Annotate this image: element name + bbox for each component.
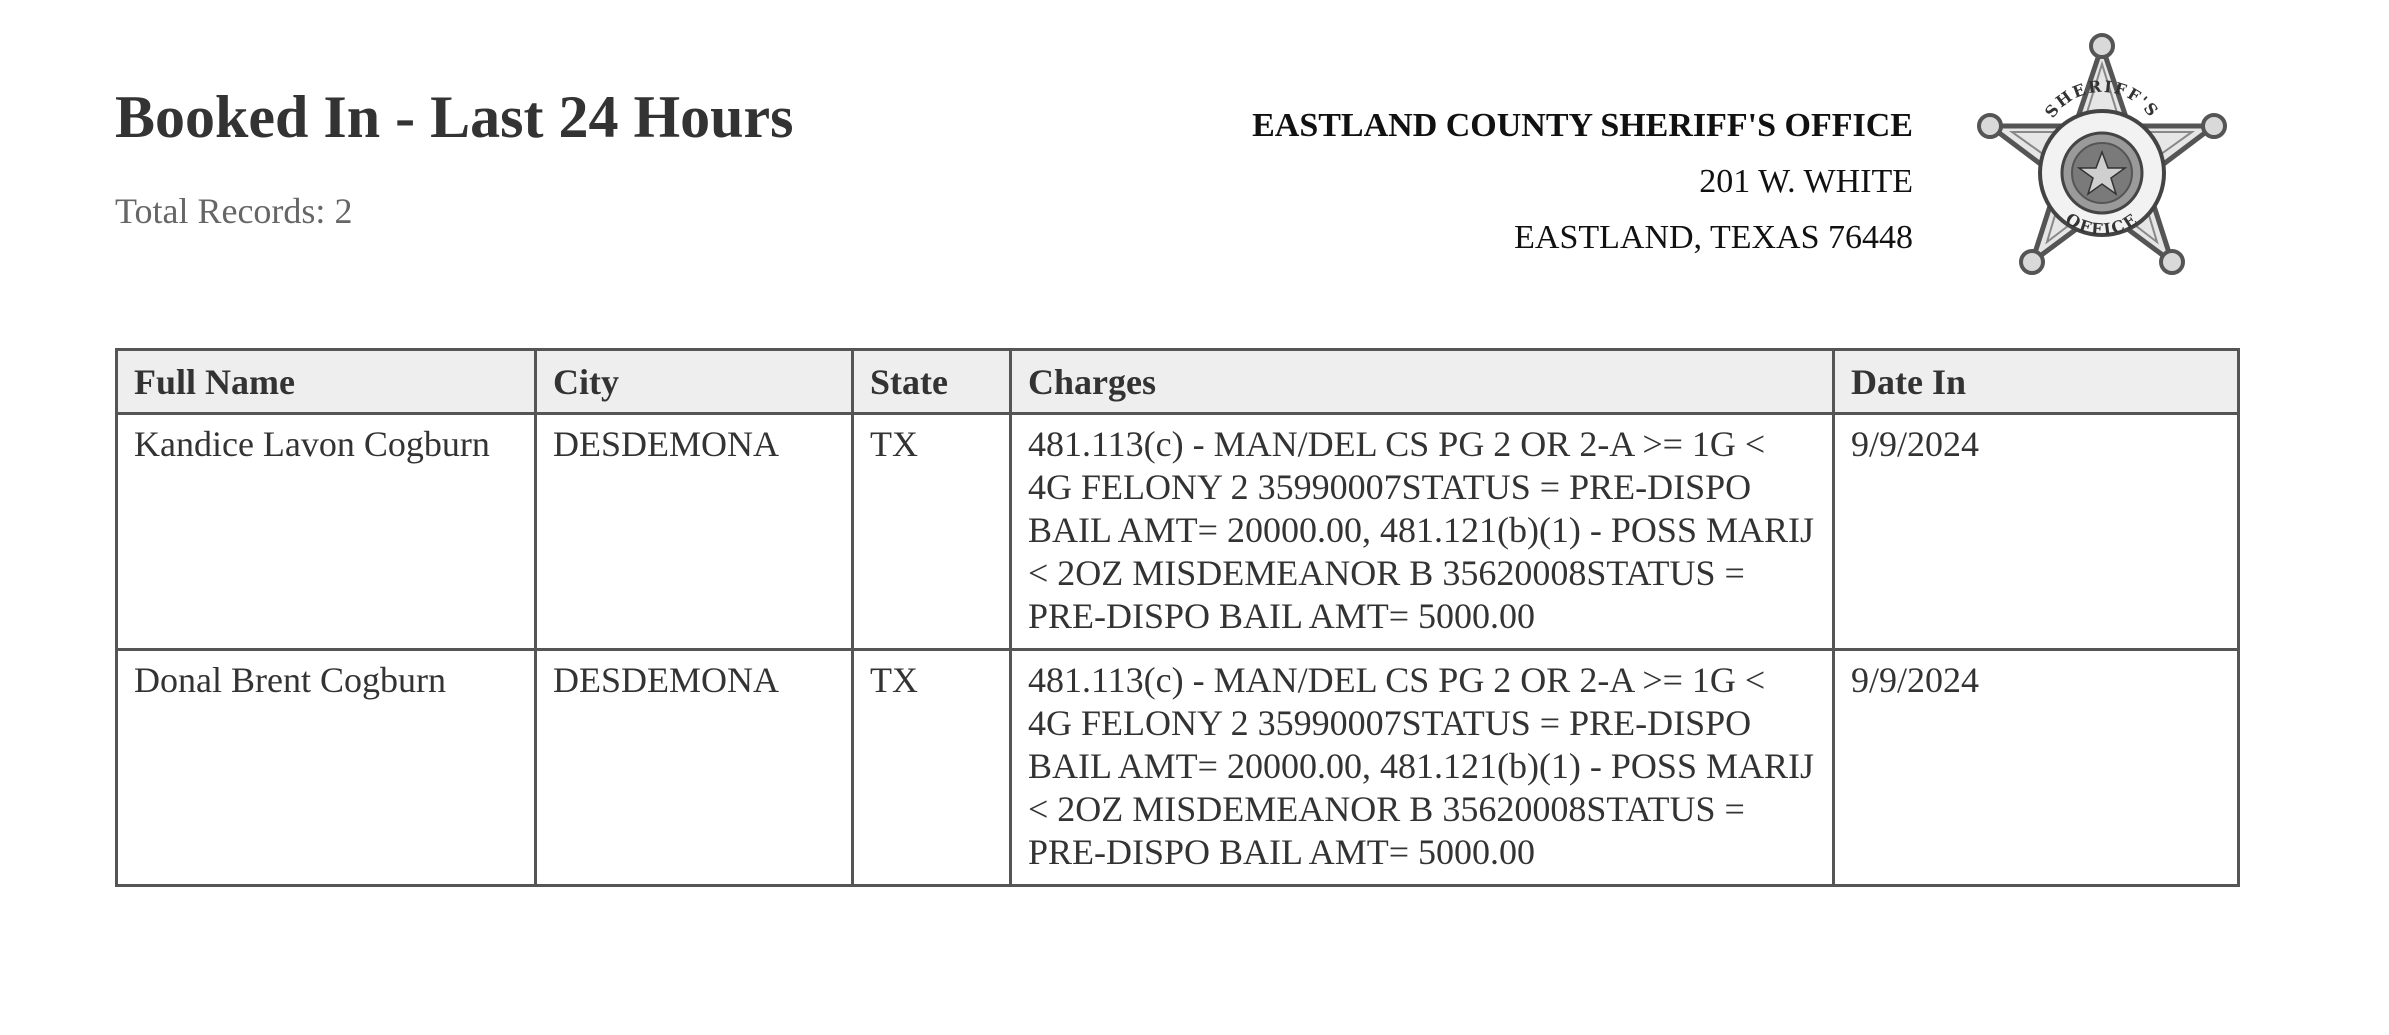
column-header-date-in: Date In bbox=[1834, 350, 2239, 414]
bookings-table bbox=[115, 348, 2240, 887]
cell-state: TX bbox=[853, 650, 1011, 886]
badge-top-text: SHERIFF'S bbox=[2040, 76, 2164, 122]
office-header bbox=[1252, 98, 1913, 266]
table-row bbox=[117, 414, 2239, 650]
cell-full-name: Donal Brent Cogburn bbox=[117, 650, 536, 886]
office-address-line2: EASTLAND, TEXAS 76448 bbox=[1514, 219, 1913, 256]
cell-full-name: Kandice Lavon Cogburn bbox=[117, 414, 536, 650]
table-row bbox=[117, 650, 2239, 886]
column-header-city: City bbox=[536, 350, 853, 414]
table-header-row bbox=[117, 350, 2239, 414]
sheriff-star-badge-icon bbox=[1952, 28, 2252, 308]
column-header-full-name: Full Name bbox=[117, 350, 536, 414]
cell-city: DESDEMONA bbox=[536, 650, 853, 886]
column-header-charges: Charges bbox=[1011, 350, 1834, 414]
cell-city: DESDEMONA bbox=[536, 414, 853, 650]
badge-bottom-text: OFFICE bbox=[2062, 208, 2142, 240]
cell-state: TX bbox=[853, 414, 1011, 650]
total-records bbox=[115, 190, 352, 232]
cell-charges: 481.113(c) - MAN/DEL CS PG 2 OR 2-A >= 1G < 4G FELONY 2 35990007STATUS = PRE-DISPO BAIL AMT= 20000.00, 481.121(b)(1) - POSS MARIJ < 2OZ MISDEMEANOR B 35620008STATUS = PRE-DISPO BAIL AMT= 5000.00 bbox=[1011, 414, 1834, 650]
cell-charges: 481.113(c) - MAN/DEL CS PG 2 OR 2-A >= 1G < 4G FELONY 2 35990007STATUS = PRE-DISPO BAIL AMT= 20000.00, 481.121(b)(1) - POSS MARIJ < 2OZ MISDEMEANOR B 35620008STATUS = PRE-DISPO BAIL AMT= 5000.00 bbox=[1011, 650, 1834, 886]
column-header-state: State bbox=[853, 350, 1011, 414]
page-title: Booked In - Last 24 Hours bbox=[115, 84, 794, 150]
total-records-label: Total Records: bbox=[115, 191, 326, 231]
cell-date-in: 9/9/2024 bbox=[1834, 650, 2239, 886]
total-records-count: 2 bbox=[334, 191, 353, 231]
cell-date-in: 9/9/2024 bbox=[1834, 414, 2239, 650]
office-name: EASTLAND COUNTY SHERIFF'S OFFICE bbox=[1252, 107, 1913, 144]
office-address-line1: 201 W. WHITE bbox=[1699, 163, 1913, 200]
